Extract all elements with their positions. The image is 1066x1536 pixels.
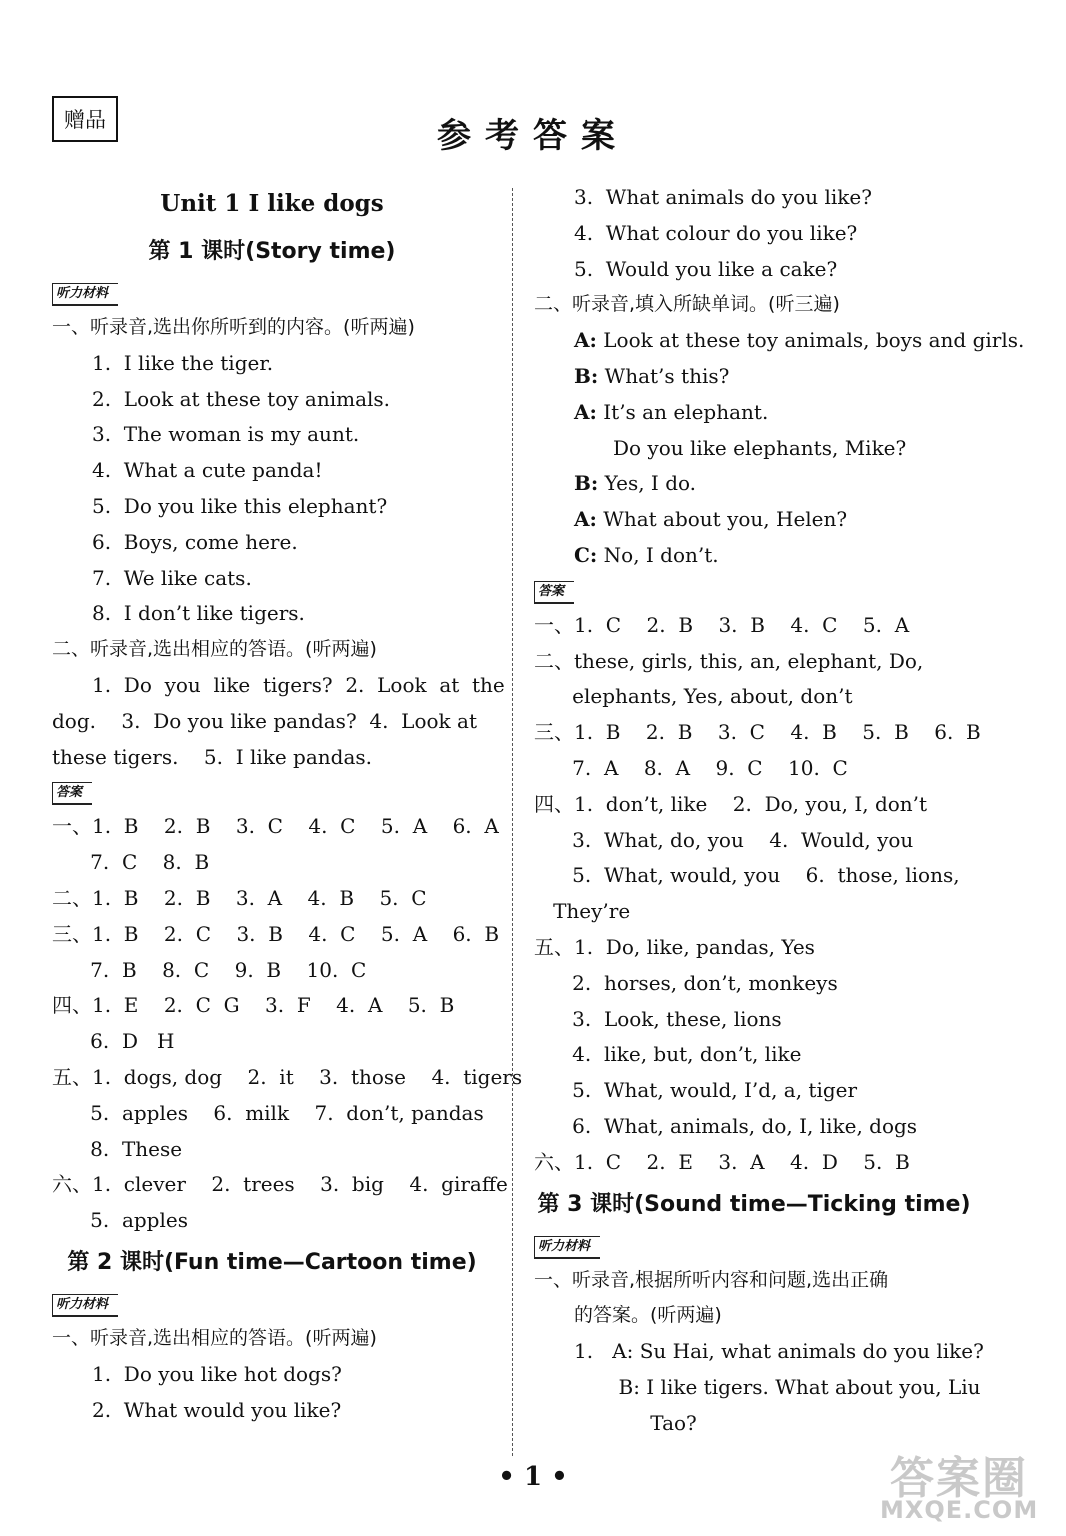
answer-line: 四、1. E 2. C G 3. F 4. A 5. B bbox=[52, 993, 455, 1018]
answer-line: 五、1. Do, like, pandas, Yes bbox=[534, 934, 815, 959]
answer-line: 二、these, girls, this, an, elephant, Do, bbox=[534, 648, 924, 673]
list-item: 2. What would you like? bbox=[92, 1397, 342, 1422]
speaker-label: B: bbox=[574, 471, 599, 496]
section-heading: 一、听录音,选出相应的答语。(听两遍) bbox=[52, 1326, 377, 1349]
dialogue-line: B: I like tigers. What about you, Liu bbox=[574, 1374, 981, 1399]
list-item: 5. Would you like a cake? bbox=[574, 256, 838, 281]
answer-line: 3. Look, these, lions bbox=[534, 1006, 782, 1031]
section-heading: 二、听录音,选出相应的答语。(听两遍) bbox=[52, 638, 377, 661]
listening-tag: 听力材料 bbox=[52, 283, 118, 306]
paragraph-line: 1. Do you like tigers? 2. Look at the bbox=[92, 672, 505, 697]
paragraph-line: dog. 3. Do you like pandas? 4. Look at bbox=[52, 708, 477, 733]
answer-line: 一、1. B 2. B 3. C 4. C 5. A 6. A bbox=[52, 814, 499, 839]
list-item: 8. I don’t like tigers. bbox=[92, 601, 305, 626]
dialogue-text: No, I don’t. bbox=[603, 542, 719, 567]
speaker-label: A: bbox=[574, 399, 597, 424]
answer-line: 六、1. clever 2. trees 3. big 4. giraffe bbox=[52, 1172, 508, 1197]
answer-line: 三、1. B 2. C 3. B 4. C 5. A 6. B bbox=[52, 921, 500, 946]
listening-tag: 听力材料 bbox=[534, 1236, 600, 1259]
speaker-label: C: bbox=[574, 542, 598, 567]
dialogue-text: It’s an elephant. bbox=[603, 399, 769, 424]
answer-line: 二、1. B 2. B 3. A 4. B 5. C bbox=[52, 885, 427, 910]
answer-line: 三、1. B 2. B 3. C 4. B 5. B 6. B bbox=[534, 720, 981, 745]
dialogue-line bbox=[534, 466, 974, 502]
answer-line: 4. like, but, don’t, like bbox=[534, 1042, 802, 1067]
list-item: 2. Look at these toy animals. bbox=[92, 386, 391, 411]
dialogue-text: What about you, Helen? bbox=[603, 507, 848, 532]
answer-line: 5. apples 6. milk 7. don’t, pandas bbox=[52, 1100, 484, 1125]
gift-label: 赠品 bbox=[52, 96, 118, 142]
unit-title: Unit 1 I like dogs bbox=[160, 190, 384, 217]
list-item: 3. The woman is my aunt. bbox=[92, 422, 360, 447]
answer-line: 6. D H bbox=[52, 1029, 175, 1054]
dialogue-line bbox=[534, 538, 974, 574]
answer-line: 7. C 8. B bbox=[52, 850, 210, 875]
dialogue-text: What’s this? bbox=[604, 363, 730, 388]
speaker-label: A: bbox=[574, 507, 597, 532]
answer-line: elephants, Yes, about, don’t bbox=[534, 684, 853, 709]
section-heading: 一、听录音,选出你所听到的内容。(听两遍) bbox=[52, 316, 415, 338]
list-item: 3. What animals do you like? bbox=[574, 185, 872, 209]
list-item: 5. Do you like this elephant? bbox=[92, 493, 388, 518]
dialogue-line bbox=[534, 431, 974, 467]
answer-line: They’re bbox=[534, 899, 631, 924]
dialogue-line bbox=[534, 395, 974, 431]
section-heading: 一、听录音,根据所听内容和问题,选出正确 bbox=[534, 1268, 889, 1291]
listening-tag: 听力材料 bbox=[52, 1294, 118, 1317]
dialogue-line bbox=[534, 502, 974, 538]
paragraph-line: these tigers. 5. I like pandas. bbox=[52, 744, 373, 769]
page-number: • 1 • bbox=[498, 1462, 568, 1492]
list-item: 6. Boys, come here. bbox=[92, 529, 298, 554]
answer-tag: 答案 bbox=[534, 581, 574, 604]
answer-line: 四、1. don’t, like 2. Do, you, I, don’t bbox=[534, 791, 928, 816]
answer-line: 5. apples bbox=[52, 1208, 188, 1233]
answer-line: 3. What, do, you 4. Would, you bbox=[534, 827, 914, 852]
dialogue-text: Do you like elephants, Mike? bbox=[613, 435, 907, 460]
lesson-3-title: 第 3 课时(Sound time—Ticking time) bbox=[537, 1191, 971, 1217]
answer-line: 2. horses, don’t, monkeys bbox=[534, 970, 838, 995]
answer-line: 5. What, would, you 6. those, lions, bbox=[534, 863, 960, 888]
speaker-label: B: bbox=[574, 363, 599, 388]
watermark bbox=[870, 1442, 1060, 1532]
watermark-cn: 答案圈 bbox=[890, 1453, 1028, 1504]
answer-line: 7. A 8. A 9. C 10. C bbox=[534, 755, 848, 780]
section-heading: 二、听录音,填入所缺单词。(听三遍) bbox=[534, 293, 840, 316]
dialogue-line bbox=[534, 359, 974, 395]
dialogue-line: 1. A: Su Hai, what animals do you like? bbox=[574, 1339, 984, 1364]
answer-tag: 答案 bbox=[52, 782, 92, 805]
speaker-label: A: bbox=[574, 328, 597, 353]
list-item: 7. We like cats. bbox=[92, 565, 252, 590]
list-item: 4. What a cute panda! bbox=[92, 458, 323, 483]
dialogue-line bbox=[534, 323, 1025, 359]
dialogue-text: Look at these toy animals, boys and girls. bbox=[603, 328, 1025, 353]
list-item: 1. Do you like hot dogs? bbox=[92, 1361, 342, 1386]
right-column bbox=[534, 180, 1025, 1442]
answer-line: 五、1. dogs, dog 2. it 3. those 4. tigers bbox=[52, 1064, 523, 1089]
answer-line: 7. B 8. C 9. B 10. C bbox=[52, 957, 367, 982]
dialogue-text: Yes, I do. bbox=[604, 471, 697, 496]
answer-line: 5. What, would, I’d, a, tiger bbox=[534, 1078, 858, 1103]
section-heading-cont: 的答案。(听两遍) bbox=[574, 1304, 722, 1327]
answer-line: 一、1. C 2. B 3. B 4. C 5. A bbox=[534, 612, 910, 637]
answer-line: 六、1. C 2. E 3. A 4. D 5. B bbox=[534, 1149, 910, 1174]
left-column bbox=[52, 180, 523, 1428]
lesson-2-title: 第 2 课时(Fun time—Cartoon time) bbox=[67, 1249, 477, 1275]
answer-line: 6. What, animals, do, I, like, dogs bbox=[534, 1113, 918, 1138]
dialogue-line: Tao? bbox=[574, 1410, 697, 1435]
page-title: 参考答案 bbox=[437, 116, 629, 156]
column-divider bbox=[512, 188, 513, 1456]
answer-line: 8. These bbox=[52, 1136, 183, 1161]
watermark-en: MXQE.COM bbox=[880, 1496, 1039, 1524]
lesson-1-title: 第 1 课时(Story time) bbox=[148, 239, 396, 264]
list-item: 4. What colour do you like? bbox=[574, 220, 858, 245]
list-item: 1. I like the tiger. bbox=[92, 350, 274, 375]
